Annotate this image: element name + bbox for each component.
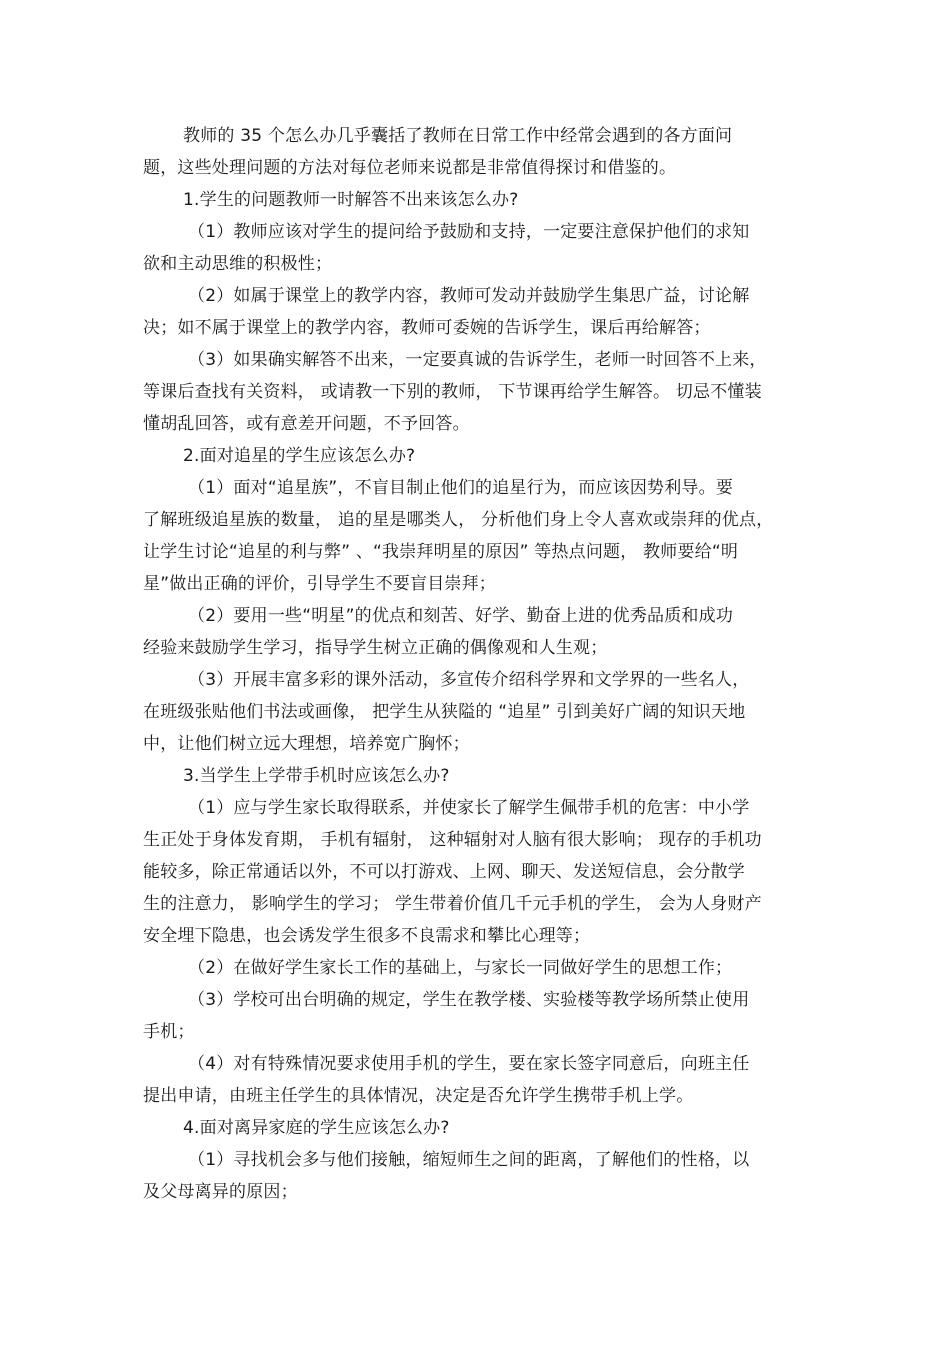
intro-line: 教师的 35 个怎么办几乎囊括了教师在日常工作中经常会遇到的各方面问 <box>183 126 733 146</box>
section-heading: 2.面对追星的学生应该怎么办? <box>183 446 416 466</box>
sub-item-line: （2）要用一些“明星”的优点和刻苦、好学、勤奋上进的优秀品质和成功 <box>188 606 734 626</box>
sub-item-line: （3）学校可出台明确的规定，学生在教学楼、实验楼等教学场所禁止使用 <box>188 990 750 1010</box>
document-page <box>143 120 808 1208</box>
sub-item-line: （4）对有特殊情况要求使用手机的学生，要在家长签字同意后，向班主任 <box>188 1054 750 1074</box>
text-line: 欲和主动思维的积极性； <box>143 254 333 274</box>
sub-item-line: （3）如果确实解答不出来，一定要真诚的告诉学生，老师一时回答不上来， <box>188 350 767 370</box>
sub-item-line: （1）应与学生家长取得联系，并使家长了解学生佩带手机的危害：中小学 <box>188 798 750 818</box>
text-line: 懂胡乱回答，或有意差开问题，不予回答。 <box>143 414 470 434</box>
text-line: 安全埋下隐患，也会诱发学生很多不良需求和攀比心理等； <box>143 926 591 946</box>
section-heading: 1.学生的问题教师一时解答不出来该怎么办? <box>183 190 519 210</box>
sub-item-line: （1）教师应该对学生的提问给予鼓励和支持，一定要注意保护他们的求知 <box>188 222 750 242</box>
text-line: 决；如不属于课堂上的教学内容，教师可委婉的告诉学生，课后再给解答； <box>143 318 711 338</box>
text-line: 提出申请，由班主任学生的具体情况，决定是否允许学生携带手机上学。 <box>143 1086 694 1106</box>
text-line: 生的注意力， 影响学生的学习； 学生带着价值几千元手机的学生， 会为人身财产 <box>143 894 762 914</box>
text-line: 中，让他们树立远大理想，培养宽广胸怀； <box>143 734 470 754</box>
text-line: 了解班级追星族的数量， 追的星是哪类人， 分析他们身上令人喜欢或崇拜的优点， <box>143 510 774 530</box>
text-line: 生正处于身体发育期， 手机有辐射， 这种辐射对人脑有很大影响； 现存的手机功 <box>143 830 762 850</box>
text-line: 手机； <box>143 1022 195 1042</box>
text-line: 星”做出正确的评价，引导学生不要盲目崇拜； <box>143 574 497 594</box>
section-heading: 3.当学生上学带手机时应该怎么办? <box>183 766 450 786</box>
sub-item-line: （3）开展丰富多彩的课外活动，多宣传介绍科学界和文学界的一些名人， <box>188 670 750 690</box>
text-line: 在班级张贴他们书法或画像， 把学生从狭隘的 “追星” 引到美好广阔的知识天地 <box>143 702 746 722</box>
sub-item-line: （2）在做好学生家长工作的基础上，与家长一同做好学生的思想工作； <box>188 958 733 978</box>
sub-item-line: （1）寻找机会多与他们接触，缩短师生之间的距离，了解他们的性格，以 <box>188 1150 750 1170</box>
text-line: 题，这些处理问题的方法对每位老师来说都是非常值得探讨和借鉴的。 <box>143 158 677 178</box>
sub-item-line: （2）如属于课堂上的教学内容，教师可发动并鼓励学生集思广益，讨论解 <box>188 286 750 306</box>
section-heading: 4.面对离异家庭的学生应该怎么办? <box>183 1118 450 1138</box>
text-line: 能较多，除正常通话以外，不可以打游戏、上网、聊天、发送短信息，会分散学 <box>143 862 745 882</box>
text-line: 及父母离异的原因； <box>143 1182 298 1202</box>
text-line: 让学生讨论“追星的利与弊” 、“我崇拜明星的原因” 等热点问题， 教师要给“明 <box>143 542 739 562</box>
text-line: 等课后查找有关资料， 或请教一下别的教师， 下节课再给学生解答。 切忌不懂装 <box>143 382 762 402</box>
text-line: 经验来鼓励学生学习，指导学生树立正确的偶像观和人生观； <box>143 638 608 658</box>
sub-item-line: （1）面对“追星族”，不盲目制止他们的追星行为，而应该因势利导。要 <box>188 478 734 498</box>
